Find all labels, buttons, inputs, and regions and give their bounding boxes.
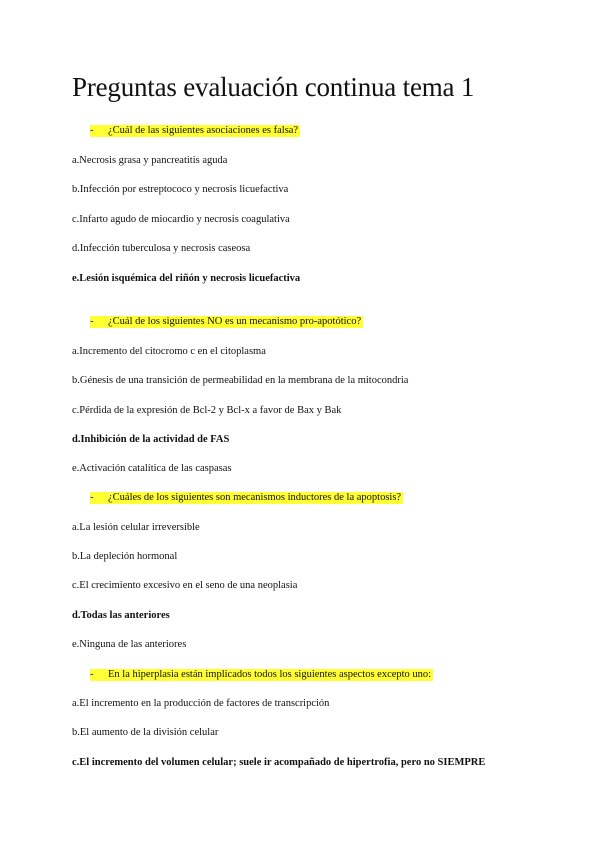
answer-option: c.Pérdida de la expresión de Bcl-2 y Bcl-x a favor de Bax y Bak [72, 405, 342, 416]
answer-option-correct: d.Todas las anteriores [72, 610, 170, 621]
question-text: ¿Cuál de las siguientes asociaciones es falsa? [108, 125, 299, 136]
answer-option: b.Infección por estreptococo y necrosis licuefactiva [72, 184, 289, 195]
answer-option: a.Necrosis grasa y pancreatitis aguda [72, 155, 228, 166]
answer-option: b.El aumento de la división celular [72, 727, 219, 738]
question-text: ¿Cuáles de los siguientes son mecanismos inductores de la apoptosis? [108, 492, 402, 503]
question-2 [90, 315, 363, 328]
dash-bullet: - [90, 316, 94, 327]
answer-option: a.El incremento en la producción de factores de transcripción [72, 698, 330, 709]
question-4 [90, 668, 433, 681]
answer-option-correct: d.Inhibición de la actividad de FAS [72, 434, 230, 445]
answer-option: e.Activación catalítica de las caspasas [72, 463, 232, 474]
answer-option: a.La lesión celular irreversible [72, 522, 200, 533]
answer-option-correct: c.El incremento del volumen celular; suele ir acompañado de hipertrofia, pero no SIEMPRE [72, 757, 486, 768]
dash-bullet: - [90, 669, 94, 680]
dash-bullet: - [90, 492, 94, 503]
answer-option: a.Incremento del citocromo c en el citoplasma [72, 346, 266, 357]
answer-option: e.Ninguna de las anteriores [72, 639, 187, 650]
dash-bullet: - [90, 125, 94, 136]
question-text: ¿Cuál de los siguientes NO es un mecanismo pro-apotótico? [108, 316, 362, 327]
question-3 [90, 491, 403, 504]
answer-option: c.Infarto agudo de miocardio y necrosis coagulativa [72, 214, 290, 225]
answer-option: d.Infección tuberculosa y necrosis caseosa [72, 243, 251, 254]
answer-option: b.La depleción hormonal [72, 551, 178, 562]
answer-option-correct: e.Lesión isquémica del riñón y necrosis licuefactiva [72, 273, 301, 284]
answer-option: c.El crecimiento excesivo en el seno de una neoplasia [72, 580, 298, 591]
question-1 [90, 124, 300, 137]
page-title: Preguntas evaluación continua tema 1 [72, 72, 475, 102]
question-text: En la hiperplasia están implicados todos los siguientes aspectos excepto uno: [108, 669, 432, 680]
answer-option: b.Génesis de una transición de permeabilidad en la membrana de la mitocondria [72, 375, 409, 386]
